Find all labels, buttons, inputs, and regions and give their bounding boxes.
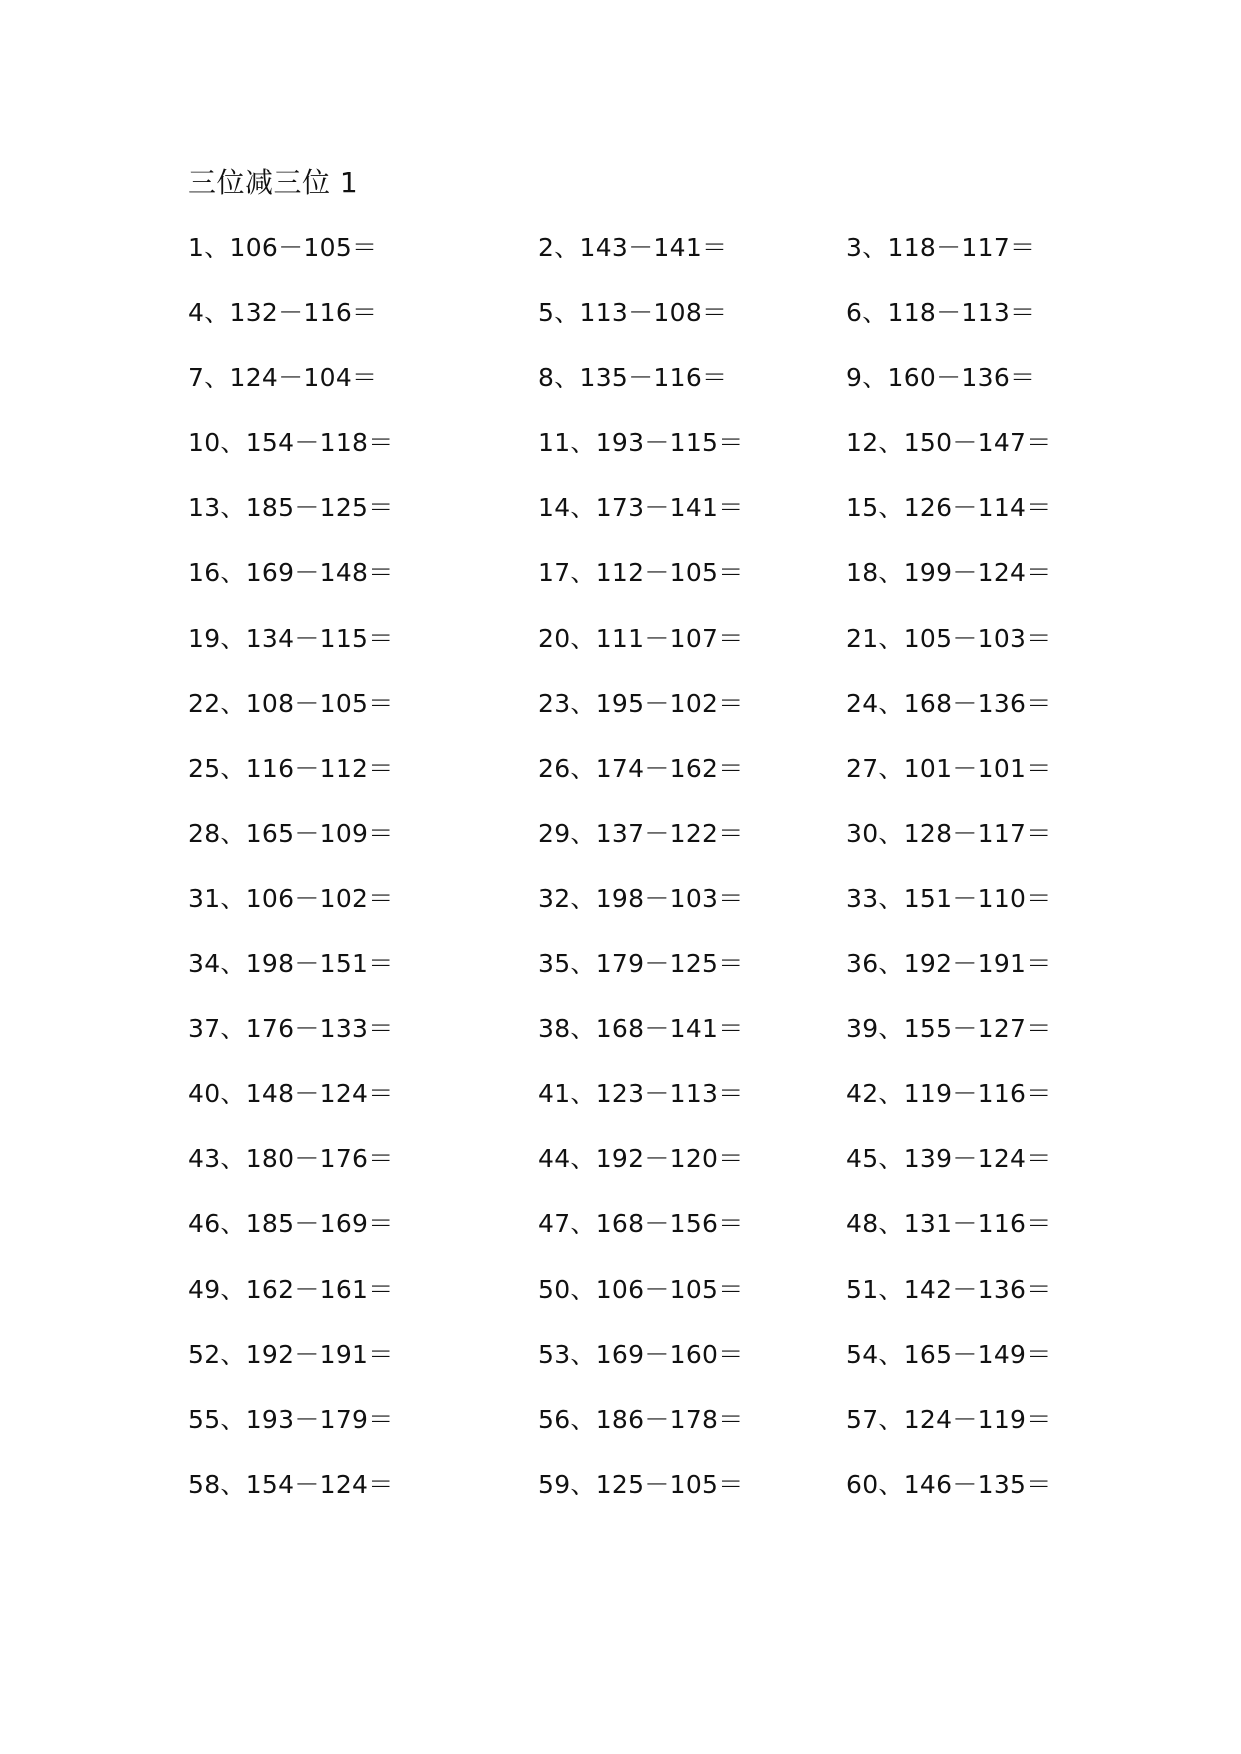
- problem-item: 32、198－103＝: [538, 883, 744, 913]
- problem-item: 42、119－116＝: [846, 1079, 1052, 1109]
- problem-item: 41、123－113＝: [538, 1079, 744, 1109]
- problem-item: 19、134－115＝: [188, 623, 394, 653]
- problem-item: 44、192－120＝: [538, 1144, 744, 1174]
- problem-item: 57、124－119＝: [846, 1404, 1052, 1434]
- problem-item: 55、193－179＝: [188, 1404, 394, 1434]
- problem-item: 27、101－101＝: [846, 753, 1052, 783]
- problem-item: 13、185－125＝: [188, 493, 394, 523]
- problem-grid: [188, 228, 1108, 1530]
- problem-item: 18、199－124＝: [846, 558, 1052, 588]
- problem-item: 36、192－191＝: [846, 949, 1052, 979]
- problem-item: 46、185－169＝: [188, 1209, 394, 1239]
- problem-item: 9、160－136＝: [846, 363, 1036, 393]
- problem-item: 58、154－124＝: [188, 1469, 394, 1499]
- problem-item: 24、168－136＝: [846, 688, 1052, 718]
- problem-item: 1、106－105＝: [188, 233, 378, 262]
- problem-item: 39、155－127＝: [846, 1014, 1052, 1044]
- problem-item: 54、165－149＝: [846, 1339, 1052, 1369]
- problem-item: 51、142－136＝: [846, 1274, 1052, 1304]
- problem-item: 40、148－124＝: [188, 1079, 394, 1109]
- problem-item: 49、162－161＝: [188, 1274, 394, 1304]
- problem-item: 48、131－116＝: [846, 1209, 1052, 1239]
- problem-item: 5、113－108＝: [538, 298, 728, 328]
- problem-item: 43、180－176＝: [188, 1144, 394, 1174]
- problem-item: 10、154－118＝: [188, 428, 394, 458]
- problem-item: 26、174－162＝: [538, 753, 744, 783]
- problem-item: 16、169－148＝: [188, 558, 394, 588]
- problem-item: 17、112－105＝: [538, 558, 744, 588]
- problem-item: 23、195－102＝: [538, 688, 744, 718]
- problem-item: 7、124－104＝: [188, 363, 378, 393]
- problem-item: 4、132－116＝: [188, 298, 378, 328]
- problem-item: 60、146－135＝: [846, 1469, 1052, 1499]
- problem-item: 12、150－147＝: [846, 428, 1052, 458]
- problem-item: 59、125－105＝: [538, 1469, 744, 1499]
- problem-item: 15、126－114＝: [846, 493, 1052, 523]
- problem-item: 22、108－105＝: [188, 688, 394, 718]
- problem-item: 8、135－116＝: [538, 363, 728, 393]
- problem-item: 53、169－160＝: [538, 1339, 744, 1369]
- problem-item: 45、139－124＝: [846, 1144, 1052, 1174]
- problem-item: 25、116－112＝: [188, 753, 394, 783]
- problem-item: 6、118－113＝: [846, 298, 1036, 328]
- problem-item: 37、176－133＝: [188, 1014, 394, 1044]
- problem-item: 29、137－122＝: [538, 818, 744, 848]
- problem-item: 20、111－107＝: [538, 623, 744, 653]
- problem-item: 30、128－117＝: [846, 818, 1052, 848]
- problem-item: 31、106－102＝: [188, 883, 394, 913]
- problem-item: 11、193－115＝: [538, 428, 744, 458]
- problem-item: 21、105－103＝: [846, 623, 1052, 653]
- problem-item: 47、168－156＝: [538, 1209, 744, 1239]
- problem-item: 50、106－105＝: [538, 1274, 744, 1304]
- worksheet-title: 三位减三位 1: [188, 166, 359, 199]
- problem-item: 3、118－117＝: [846, 233, 1036, 262]
- problem-item: 52、192－191＝: [188, 1339, 394, 1369]
- problem-item: 56、186－178＝: [538, 1404, 744, 1434]
- problem-item: 33、151－110＝: [846, 883, 1052, 913]
- problem-item: 35、179－125＝: [538, 949, 744, 979]
- problem-item: 34、198－151＝: [188, 949, 394, 979]
- problem-item: 38、168－141＝: [538, 1014, 744, 1044]
- problem-item: 2、143－141＝: [538, 233, 728, 262]
- problem-item: 14、173－141＝: [538, 493, 744, 523]
- problem-item: 28、165－109＝: [188, 818, 394, 848]
